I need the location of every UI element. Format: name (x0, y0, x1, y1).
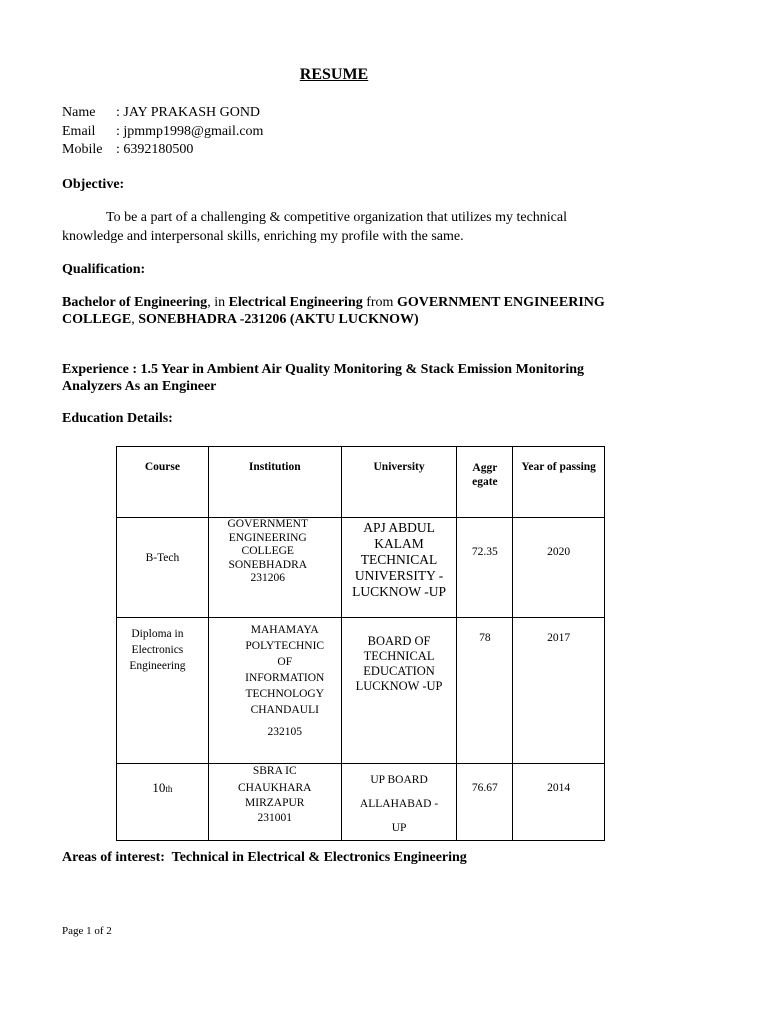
resume-title: RESUME (299, 66, 369, 83)
objective-text (62, 208, 582, 246)
header-year: Year of passing (513, 447, 605, 518)
aggregate-cell (457, 764, 513, 841)
name-row (62, 104, 263, 123)
course-line: Electronics (131, 644, 184, 656)
header-aggregate-line1: Aggr (472, 462, 498, 474)
header-university: University (341, 447, 457, 518)
table-row (117, 518, 605, 618)
institution-line: CHAUKHARA (238, 782, 312, 794)
course-cell (117, 518, 209, 618)
institution-line: MIRZAPUR (245, 797, 305, 809)
table-header-row (117, 447, 605, 518)
institution-line: GOVERNMENT (227, 518, 308, 530)
year-cell (513, 764, 605, 841)
header-institution: Institution (208, 447, 341, 518)
university-line: APJ ABDUL (363, 520, 435, 535)
course-value: 10 (152, 780, 166, 795)
comma: , (131, 312, 139, 327)
contact-block (62, 104, 263, 160)
from-text: from (362, 295, 397, 310)
course-cell (117, 618, 209, 764)
table-row (117, 764, 605, 841)
institution-line: 231001 (257, 812, 292, 824)
email-row (62, 123, 263, 142)
course-line: Engineering (129, 660, 186, 672)
institution-line: 232105 (267, 726, 302, 738)
university-line: ALLAHABAD - (359, 798, 439, 810)
email-value: : jpmmp1998@gmail.com (116, 123, 264, 139)
university-line: LUCKNOW -UP (352, 584, 446, 599)
university-line: UP (391, 822, 407, 834)
institution-line: 231206 (250, 572, 285, 584)
year-cell (513, 618, 605, 764)
institution-line: INFORMATION (245, 672, 325, 684)
aggregate-value: 78 (479, 632, 491, 644)
areas-of-interest-value: Technical in Electrical & Electronics Engineering (171, 850, 467, 865)
institution-line: MAHAMAYA (250, 624, 319, 636)
mobile-label: Mobile (62, 142, 103, 157)
location: SONEBHADRA -231206 (AKTU LUCKNOW) (138, 312, 419, 327)
field: Electrical Engineering (228, 295, 363, 310)
college: GOVERNMENT ENGINEERING COLLEGE (62, 295, 605, 327)
aggregate-cell (457, 518, 513, 618)
institution-cell (208, 764, 341, 841)
areas-of-interest (62, 850, 467, 866)
name-value: : JAY PRAKASH GOND (116, 105, 261, 120)
institution-line: ENGINEERING (228, 531, 307, 544)
university-line: TECHNICAL (363, 649, 435, 663)
objective-paragraph: To be a part of a challenging & competitive organization that utilizes my technical knowledge and interpersonal skills, enriching my profile with the same. (62, 210, 567, 244)
email-label: Email (62, 123, 96, 139)
course-value: B-Tech (145, 552, 180, 564)
year-value: 2014 (547, 782, 571, 794)
course-line: Diploma in (131, 628, 184, 640)
institution-line: COLLEGE (241, 545, 294, 557)
institution-line: TECHNOLOGY (245, 688, 325, 700)
aggregate-value: 72.35 (471, 546, 498, 558)
university-line: LUCKNOW -UP (355, 679, 443, 693)
name-label: Name (62, 105, 96, 120)
institution-line: CHANDAULI (250, 704, 319, 716)
institution-line: OF (277, 656, 293, 668)
institution-line: POLYTECHNIC (245, 640, 325, 652)
university-line: BOARD OF (367, 634, 431, 648)
year-value: 2017 (547, 632, 571, 644)
university-cell (341, 618, 457, 764)
experience-text: Experience : 1.5 Year in Ambient Air Quality Monitoring & Stack Emission Monitoring Analyzers As an Engineer (62, 362, 585, 394)
qualification-heading: Qualification: (62, 262, 146, 277)
in-text: , in (207, 295, 229, 310)
header-aggregate-line2: egate (472, 476, 498, 488)
table-row (117, 618, 605, 764)
university-cell (341, 764, 457, 841)
qualification-text (62, 294, 642, 328)
header-course: Course (117, 447, 209, 518)
institution-cell (208, 618, 341, 764)
university-line: UNIVERSITY - (354, 568, 444, 583)
course-suffix: th (165, 784, 173, 794)
degree: Bachelor of Engineering (62, 295, 208, 310)
header-aggregate (457, 447, 513, 518)
year-value: 2020 (547, 546, 571, 558)
course-cell (117, 764, 209, 841)
institution-line: SONEBHADRA (228, 558, 308, 571)
aggregate-cell (457, 618, 513, 764)
institution-cell (208, 518, 341, 618)
education-heading: Education Details: (62, 411, 173, 426)
aggregate-value: 76.67 (471, 782, 498, 794)
university-line: TECHNICAL (360, 552, 438, 567)
institution-line: SBRA IC (252, 765, 297, 777)
objective-heading: Objective: (62, 177, 125, 192)
education-table (116, 446, 605, 841)
university-line: UP BOARD (370, 774, 428, 786)
university-cell (341, 518, 457, 618)
areas-of-interest-label: Areas of interest: (62, 850, 165, 865)
university-line: EDUCATION (363, 664, 435, 678)
year-cell (513, 518, 605, 618)
mobile-value: : 6392180500 (116, 142, 194, 157)
university-line: KALAM (374, 536, 424, 551)
page-footer: Page 1 of 2 (62, 925, 112, 937)
mobile-row (62, 141, 263, 160)
